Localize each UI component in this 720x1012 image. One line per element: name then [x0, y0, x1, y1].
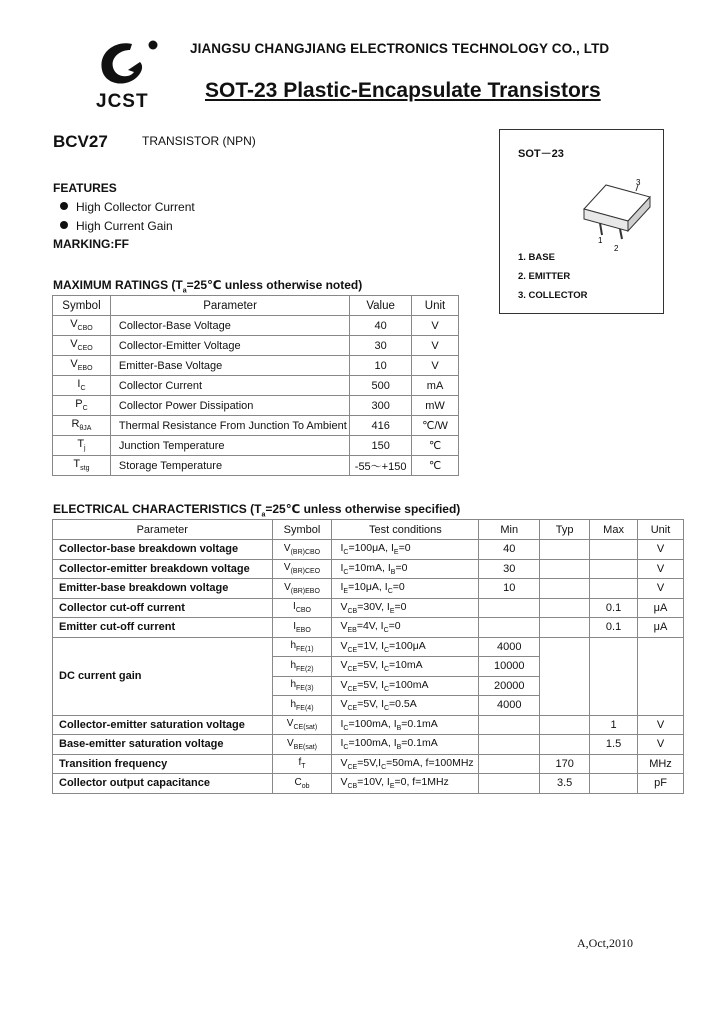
unit-cell: V	[638, 735, 684, 755]
table-header-row: Parameter Symbol Test conditions Min Typ Max Unit	[53, 520, 684, 540]
max-cell	[590, 774, 638, 794]
condition-cell: $I_C=100mA$, $I_B=0.1mA$	[332, 715, 479, 735]
max-cell	[590, 540, 638, 560]
parameter-cell: Collector-base breakdown voltage	[53, 540, 273, 560]
value-cell: 416	[350, 416, 412, 436]
condition-cell: $V_{CE}=5V,I_C=50mA$, f=100MHz	[332, 754, 479, 774]
typ-cell	[540, 540, 590, 560]
symbol-cell: $h_{FE(4)}$	[272, 696, 332, 716]
value-cell: 500	[350, 376, 412, 396]
pin-number: 1	[598, 236, 603, 245]
symbol-cell: $I_{CBO}$	[272, 598, 332, 618]
parameter-cell: DC current gain	[53, 637, 273, 715]
package-box	[499, 129, 664, 314]
typ-cell	[540, 637, 590, 715]
symbol-cell: $f_T$	[272, 754, 332, 774]
parameter-cell: Emitter-Base Voltage	[110, 356, 349, 376]
table-row	[53, 356, 459, 376]
symbol-cell: $V_{CE(sat)}$	[272, 715, 332, 735]
unit-cell: V	[412, 336, 459, 356]
symbol-cell: $V_{BE(sat)}$	[272, 735, 332, 755]
company-name: JIANGSU CHANGJIANG ELECTRONICS TECHNOLOGY CO., LTD	[190, 41, 610, 56]
value-cell: 10	[350, 356, 412, 376]
min-cell	[479, 618, 540, 638]
symbol-cell: $h_{FE(2)}$	[272, 657, 332, 677]
marking-text: MARKING:FF	[53, 237, 129, 251]
parameter-cell: Emitter cut-off current	[53, 618, 273, 638]
part-number: BCV27	[53, 132, 108, 151]
max-cell: 1.5	[590, 735, 638, 755]
pin-label: 3. COLLECTOR	[518, 290, 588, 301]
condition-cell: $I_C=10mA$, $I_B=0$	[332, 559, 479, 579]
pin-number: 2	[614, 244, 619, 253]
symbol-cell: $h_{FE(3)}$	[272, 676, 332, 696]
parameter-cell: Collector-emitter breakdown voltage	[53, 559, 273, 579]
condition-cell: $V_{CE}=1V$, $I_C=100\mu A$	[332, 637, 479, 657]
min-cell	[479, 754, 540, 774]
unit-cell	[638, 637, 684, 715]
typ-cell	[540, 598, 590, 618]
condition-cell: $V_{CB}=10V$, $I_E=0$, f=1MHz	[332, 774, 479, 794]
max-cell	[590, 579, 638, 599]
value-cell: 40	[350, 316, 412, 336]
parameter-cell: Emitter-base breakdown voltage	[53, 579, 273, 599]
unit-cell: mA	[412, 376, 459, 396]
typ-cell: 170	[540, 754, 590, 774]
symbol-cell: $V_{(BR)CEO}$	[272, 559, 332, 579]
table-row	[53, 456, 459, 476]
condition-cell: $V_{CE}=5V$, $I_C=10mA$	[332, 657, 479, 677]
min-cell: 4000	[479, 637, 540, 657]
pin-label: 2. EMITTER	[518, 271, 571, 282]
max-ratings-table	[52, 295, 459, 476]
unit-cell: V	[638, 715, 684, 735]
value-cell: 30	[350, 336, 412, 356]
value-cell: -55～+150	[350, 456, 412, 476]
unit-cell: mW	[412, 396, 459, 416]
symbol-cell: $R_{\theta JA}$	[53, 416, 111, 436]
condition-cell: $I_E=10\mu A$, $I_C=0$	[332, 579, 479, 599]
parameter-cell: Collector Power Dissipation	[110, 396, 349, 416]
unit-cell: ℃	[412, 436, 459, 456]
min-cell: 10000	[479, 657, 540, 677]
parameter-cell: Collector Current	[110, 376, 349, 396]
table-row	[53, 715, 684, 735]
parameter-cell: Collector-Emitter Voltage	[110, 336, 349, 356]
symbol-cell: $V_{EBO}$	[53, 356, 111, 376]
min-cell: 30	[479, 559, 540, 579]
table-header-row: Symbol Parameter Value Unit	[53, 296, 459, 316]
typ-cell	[540, 579, 590, 599]
unit-cell: V	[638, 559, 684, 579]
condition-cell: $I_C=100\mu A$, $I_E=0$	[332, 540, 479, 560]
unit-cell: V	[412, 316, 459, 336]
typ-cell	[540, 618, 590, 638]
unit-cell: V	[638, 579, 684, 599]
features-heading: FEATURES	[53, 181, 117, 195]
symbol-cell: $I_{EBO}$	[272, 618, 332, 638]
min-cell	[479, 715, 540, 735]
electrical-table	[52, 519, 684, 794]
max-cell	[590, 637, 638, 715]
part-description: TRANSISTOR (NPN)	[142, 134, 256, 148]
feature-item: High Collector Current	[60, 200, 195, 214]
typ-cell	[540, 715, 590, 735]
max-cell	[590, 754, 638, 774]
symbol-cell: $I_C$	[53, 376, 111, 396]
table-row	[53, 774, 684, 794]
max-cell	[590, 559, 638, 579]
typ-cell: 3.5	[540, 774, 590, 794]
symbol-cell: $T_{stg}$	[53, 456, 111, 476]
electrical-heading: ELECTRICAL CHARACTERISTICS ($T_a=25℃$ unless otherwise specified)	[53, 502, 461, 519]
unit-cell: V	[412, 356, 459, 376]
min-cell	[479, 774, 540, 794]
min-cell: 10	[479, 579, 540, 599]
table-row	[53, 598, 684, 618]
symbol-cell: $P_C$	[53, 396, 111, 416]
document-title: SOT-23 Plastic-Encapsulate Transistors	[205, 79, 601, 102]
parameter-cell: Storage Temperature	[110, 456, 349, 476]
condition-cell: $I_C=100mA$, $I_B=0.1mA$	[332, 735, 479, 755]
min-cell: 4000	[479, 696, 540, 716]
pin-label: 1. BASE	[518, 252, 555, 263]
condition-cell: $V_{CE}=5V$, $I_C=100mA$	[332, 676, 479, 696]
table-row	[53, 559, 684, 579]
max-ratings-heading: MAXIMUM RATINGS ($T_a=25℃$ unless otherwise noted)	[53, 278, 363, 295]
value-cell: 300	[350, 396, 412, 416]
table-row	[53, 316, 459, 336]
table-row	[53, 540, 684, 560]
sot23-package-icon	[578, 175, 658, 255]
symbol-cell: $V_{CEO}$	[53, 336, 111, 356]
max-cell: 1	[590, 715, 638, 735]
table-row	[53, 436, 459, 456]
parameter-cell: Collector-emitter saturation voltage	[53, 715, 273, 735]
unit-cell: MHz	[638, 754, 684, 774]
min-cell	[479, 598, 540, 618]
parameter-cell: Collector cut-off current	[53, 598, 273, 618]
table-row	[53, 754, 684, 774]
parameter-cell: Junction Temperature	[110, 436, 349, 456]
table-row	[53, 735, 684, 755]
condition-cell: $V_{CE}=5V$, $I_C=0.5A$	[332, 696, 479, 716]
symbol-cell: $T_j$	[53, 436, 111, 456]
bullet-icon	[60, 221, 68, 229]
typ-cell	[540, 559, 590, 579]
package-label: SOT－23	[518, 148, 564, 160]
min-cell	[479, 735, 540, 755]
unit-cell: V	[638, 540, 684, 560]
table-row	[53, 376, 459, 396]
company-logo	[92, 36, 162, 92]
min-cell: 20000	[479, 676, 540, 696]
table-row	[53, 579, 684, 599]
max-cell: 0.1	[590, 598, 638, 618]
unit-cell: ℃	[412, 456, 459, 476]
table-row	[53, 416, 459, 436]
table-row	[53, 396, 459, 416]
symbol-cell: $C_{ob}$	[272, 774, 332, 794]
condition-cell: $V_{CB}=30V$, $I_E=0$	[332, 598, 479, 618]
parameter-cell: Base-emitter saturation voltage	[53, 735, 273, 755]
symbol-cell: $V_{(BR)CBO}$	[272, 540, 332, 560]
pin-number: 3	[636, 178, 641, 187]
min-cell: 40	[479, 540, 540, 560]
unit-cell: pF	[638, 774, 684, 794]
value-cell: 150	[350, 436, 412, 456]
symbol-cell: $h_{FE(1)}$	[272, 637, 332, 657]
table-row	[53, 637, 684, 657]
unit-cell: ℃/W	[412, 416, 459, 436]
parameter-cell: Collector output capacitance	[53, 774, 273, 794]
unit-cell: μA	[638, 598, 684, 618]
bullet-icon	[60, 202, 68, 210]
revision-date: A,Oct,2010	[577, 936, 633, 950]
unit-cell: μA	[638, 618, 684, 638]
feature-item: High Current Gain	[60, 219, 173, 233]
max-cell: 0.1	[590, 618, 638, 638]
condition-cell: $V_{EB}=4V$, $I_C=0$	[332, 618, 479, 638]
parameter-cell: Collector-Base Voltage	[110, 316, 349, 336]
parameter-cell: Transition frequency	[53, 754, 273, 774]
typ-cell	[540, 735, 590, 755]
logo-text: JCST	[96, 91, 149, 112]
table-row	[53, 336, 459, 356]
table-row	[53, 618, 684, 638]
symbol-cell: $V_{(BR)EBO}$	[272, 579, 332, 599]
parameter-cell: Thermal Resistance From Junction To Ambient	[110, 416, 349, 436]
symbol-cell: $V_{CBO}$	[53, 316, 111, 336]
